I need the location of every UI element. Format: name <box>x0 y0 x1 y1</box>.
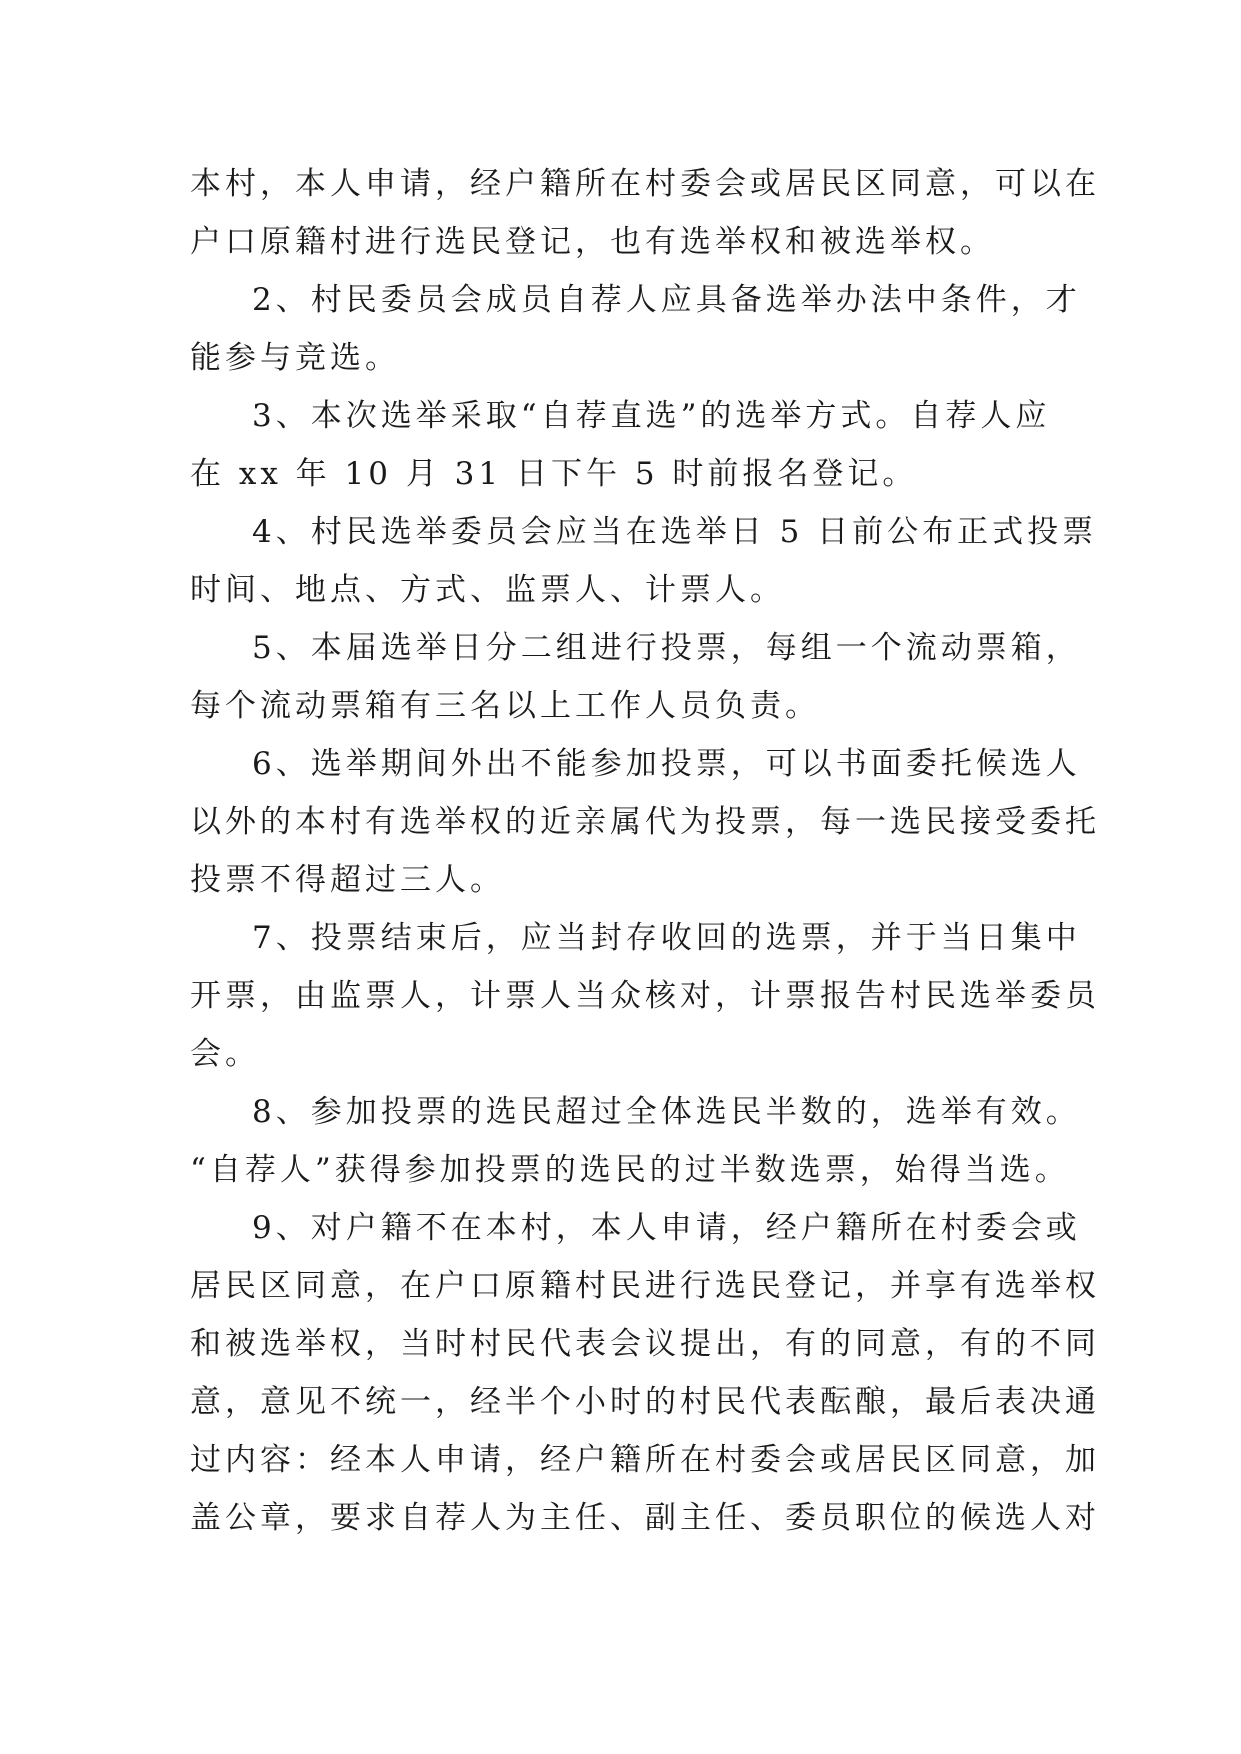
item-3-line: 3、本次选举采取“自荐直选”的选举方式。自荐人应 <box>252 398 1051 434</box>
text-line: 以外的本村有选举权的近亲属代为投票，每一选民接受委托 <box>190 804 1100 840</box>
text-line: 居民区同意，在户口原籍村民进行选民登记，并享有选举权 <box>190 1268 1100 1304</box>
text-line: “自荐人”获得参加投票的选民的过半数选票，始得当选。 <box>190 1152 1070 1188</box>
text-line: 户口原籍村进行选民登记，也有选举权和被选举权。 <box>190 224 995 260</box>
text-line: 盖公章，要求自荐人为主任、副主任、委员职位的候选人对 <box>190 1500 1100 1536</box>
item-2-line: 2、村民委员会成员自荐人应具备选举办法中条件，才 <box>252 282 1081 318</box>
text-line: 过内容：经本人申请，经户籍所在村委会或居民区同意，加 <box>190 1442 1100 1478</box>
item-9-line: 9、对户籍不在本村，本人申请，经户籍所在村委会或 <box>252 1210 1081 1246</box>
text-line: 会。 <box>190 1036 260 1072</box>
body-text <box>190 155 1100 1547</box>
text-line: 本村，本人申请，经户籍所在村委会或居民区同意，可以在 <box>190 166 1100 202</box>
item-7-line: 7、投票结束后，应当封存收回的选票，并于当日集中 <box>252 920 1081 956</box>
text-line: 时间、地点、方式、监票人、计票人。 <box>190 572 785 608</box>
text-line: 每个流动票箱有三名以上工作人员负责。 <box>190 688 820 724</box>
text-line: 投票不得超过三人。 <box>190 862 505 898</box>
item-4-line: 4、村民选举委员会应当在选举日 5 日前公布正式投票 <box>252 514 1098 550</box>
text-line: 开票，由监票人，计票人当众核对，计票报告村民选举委员 <box>190 978 1100 1014</box>
item-8-line: 8、参加投票的选民超过全体选民半数的，选举有效。 <box>252 1094 1081 1130</box>
item-5-line: 5、本届选举日分二组进行投票，每组一个流动票箱， <box>252 630 1081 666</box>
text-line: 能参与竞选。 <box>190 340 400 376</box>
text-line: 在 xx 年 10 月 31 日下午 5 时前报名登记。 <box>190 456 918 492</box>
text-line: 意，意见不统一，经半个小时的村民代表酝酿，最后表决通 <box>190 1384 1100 1420</box>
item-6-line: 6、选举期间外出不能参加投票，可以书面委托候选人 <box>252 746 1081 782</box>
text-line: 和被选举权，当时村民代表会议提出，有的同意，有的不同 <box>190 1326 1100 1362</box>
